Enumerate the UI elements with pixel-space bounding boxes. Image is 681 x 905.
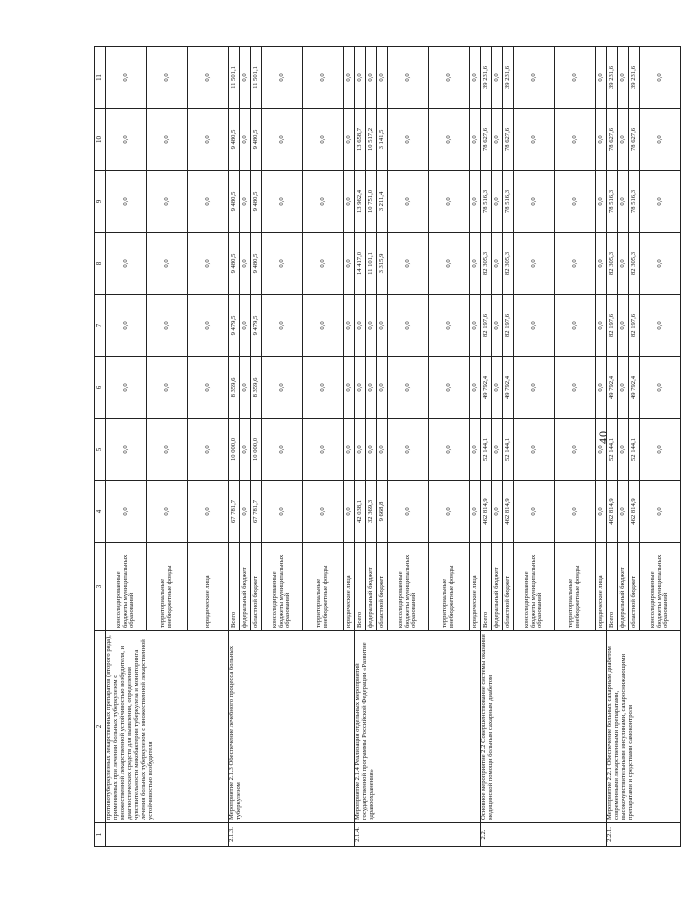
table-row bbox=[106, 47, 147, 847]
amount-cell: 78 516,3 bbox=[607, 171, 618, 233]
amount-cell: 0,0 bbox=[344, 109, 355, 171]
row-code: 2.1.3. bbox=[229, 823, 355, 847]
amount-cell: 0,0 bbox=[555, 171, 596, 233]
amount-cell: 0,0 bbox=[514, 357, 555, 419]
amount-cell: 0,0 bbox=[303, 419, 344, 481]
amount-cell: 39 231,6 bbox=[607, 47, 618, 109]
column-number-5: 5 bbox=[95, 419, 106, 481]
column-number-3: 3 bbox=[95, 543, 106, 631]
amount-cell: 0,0 bbox=[240, 47, 251, 109]
amount-cell: 49 792,4 bbox=[629, 357, 640, 419]
amount-cell: 0,0 bbox=[240, 295, 251, 357]
amount-cell: 0,0 bbox=[147, 109, 188, 171]
rotated-page bbox=[94, 47, 670, 847]
amount-cell: 9 480,5 bbox=[251, 171, 262, 233]
measure-name: Мероприятие 2.1.4 Реализация отдельных мероприятий государственной программы Российской Федерации «Развитие здравоохранения» bbox=[355, 631, 481, 823]
amount-cell: 82 305,3 bbox=[629, 233, 640, 295]
amount-cell: 52 144,1 bbox=[481, 419, 492, 481]
amount-cell: 52 144,1 bbox=[607, 419, 618, 481]
amount-cell: 0,0 bbox=[555, 357, 596, 419]
amount-cell: 0,0 bbox=[640, 47, 681, 109]
amount-cell: 0,0 bbox=[640, 109, 681, 171]
row-code: 2.2. bbox=[481, 823, 607, 847]
amount-cell: 0,0 bbox=[106, 357, 147, 419]
amount-cell: 0,0 bbox=[344, 419, 355, 481]
table-row bbox=[481, 47, 492, 847]
amount-cell: 0,0 bbox=[596, 233, 607, 295]
amount-cell: 0,0 bbox=[618, 419, 629, 481]
amount-cell: 0,0 bbox=[388, 47, 429, 109]
amount-cell: 42 038,1 bbox=[355, 481, 366, 543]
amount-cell: 0,0 bbox=[303, 357, 344, 419]
amount-cell: 0,0 bbox=[262, 295, 303, 357]
amount-cell: 462 814,9 bbox=[629, 481, 640, 543]
amount-cell: 9 480,5 bbox=[251, 233, 262, 295]
amount-cell: 78 627,6 bbox=[481, 109, 492, 171]
measure-name: Мероприятие 2.1.3 Обеспечение лечебного процесса больных туберкулезом bbox=[229, 631, 355, 823]
amount-cell: 0,0 bbox=[262, 171, 303, 233]
budget-table bbox=[94, 46, 681, 847]
amount-cell: 82 197,6 bbox=[629, 295, 640, 357]
amount-cell: 0,0 bbox=[344, 481, 355, 543]
amount-cell: 0,0 bbox=[188, 233, 229, 295]
amount-cell: 0,0 bbox=[470, 171, 481, 233]
amount-cell: 0,0 bbox=[188, 295, 229, 357]
amount-cell: 0,0 bbox=[596, 109, 607, 171]
amount-cell: 0,0 bbox=[147, 481, 188, 543]
funding-source: областной бюджет bbox=[377, 543, 388, 631]
amount-cell: 0,0 bbox=[303, 481, 344, 543]
amount-cell: 32 369,3 bbox=[366, 481, 377, 543]
amount-cell: 0,0 bbox=[429, 295, 470, 357]
amount-cell: 0,0 bbox=[388, 109, 429, 171]
amount-cell: 0,0 bbox=[618, 109, 629, 171]
table-row bbox=[355, 47, 366, 847]
funding-source: консолидированные бюджеты муниципальных образований bbox=[388, 543, 429, 631]
amount-cell: 0,0 bbox=[303, 171, 344, 233]
amount-cell: 0,0 bbox=[106, 233, 147, 295]
amount-cell: 39 231,6 bbox=[629, 47, 640, 109]
amount-cell: 0,0 bbox=[470, 109, 481, 171]
amount-cell: 49 792,4 bbox=[503, 357, 514, 419]
amount-cell: 82 197,6 bbox=[503, 295, 514, 357]
amount-cell: 11 501,1 bbox=[251, 47, 262, 109]
amount-cell: 0,0 bbox=[514, 47, 555, 109]
row-code: 2.1.4. bbox=[355, 823, 481, 847]
amount-cell: 49 792,4 bbox=[481, 357, 492, 419]
amount-cell: 0,0 bbox=[640, 481, 681, 543]
amount-cell: 9 480,5 bbox=[229, 109, 240, 171]
amount-cell: 0,0 bbox=[640, 171, 681, 233]
amount-cell: 0,0 bbox=[555, 295, 596, 357]
amount-cell: 10 000,0 bbox=[251, 419, 262, 481]
amount-cell: 0,0 bbox=[388, 419, 429, 481]
amount-cell: 52 144,1 bbox=[503, 419, 514, 481]
amount-cell: 82 305,3 bbox=[607, 233, 618, 295]
row-code: 2.2.1. bbox=[607, 823, 681, 847]
column-number-10: 10 bbox=[95, 109, 106, 171]
amount-cell: 462 814,9 bbox=[607, 481, 618, 543]
amount-cell: 0,0 bbox=[355, 419, 366, 481]
amount-cell: 0,0 bbox=[106, 295, 147, 357]
amount-cell: 0,0 bbox=[429, 47, 470, 109]
amount-cell: 78 627,6 bbox=[607, 109, 618, 171]
funding-source: юридические лица bbox=[596, 543, 607, 631]
amount-cell: 82 305,3 bbox=[481, 233, 492, 295]
funding-source: федеральный бюджет bbox=[366, 543, 377, 631]
amount-cell: 0,0 bbox=[596, 171, 607, 233]
amount-cell: 49 792,4 bbox=[607, 357, 618, 419]
amount-cell: 39 231,6 bbox=[481, 47, 492, 109]
amount-cell: 0,0 bbox=[388, 357, 429, 419]
amount-cell: 0,0 bbox=[618, 357, 629, 419]
amount-cell: 78 516,3 bbox=[503, 171, 514, 233]
funding-source: Всего bbox=[355, 543, 366, 631]
amount-cell: 0,0 bbox=[366, 47, 377, 109]
amount-cell: 0,0 bbox=[618, 47, 629, 109]
amount-cell: 10 751,0 bbox=[366, 171, 377, 233]
amount-cell: 0,0 bbox=[240, 481, 251, 543]
amount-cell: 0,0 bbox=[366, 419, 377, 481]
amount-cell: 0,0 bbox=[514, 109, 555, 171]
amount-cell: 0,0 bbox=[366, 357, 377, 419]
amount-cell: 0,0 bbox=[188, 171, 229, 233]
amount-cell: 78 627,6 bbox=[503, 109, 514, 171]
amount-cell: 0,0 bbox=[106, 419, 147, 481]
funding-source: юридические лица bbox=[344, 543, 355, 631]
amount-cell: 13 658,7 bbox=[355, 109, 366, 171]
funding-source: консолидированные бюджеты муниципальных образований bbox=[640, 543, 681, 631]
amount-cell: 0,0 bbox=[596, 481, 607, 543]
amount-cell: 0,0 bbox=[596, 357, 607, 419]
amount-cell: 8 359,6 bbox=[251, 357, 262, 419]
amount-cell: 0,0 bbox=[147, 419, 188, 481]
amount-cell: 0,0 bbox=[344, 357, 355, 419]
amount-cell: 0,0 bbox=[106, 171, 147, 233]
amount-cell: 0,0 bbox=[470, 419, 481, 481]
amount-cell: 0,0 bbox=[470, 481, 481, 543]
amount-cell: 0,0 bbox=[188, 357, 229, 419]
column-number-9: 9 bbox=[95, 171, 106, 233]
amount-cell: 9 479,5 bbox=[251, 295, 262, 357]
amount-cell: 0,0 bbox=[555, 419, 596, 481]
funding-source: областной бюджет bbox=[503, 543, 514, 631]
column-number-7: 7 bbox=[95, 295, 106, 357]
funding-source: территориальные внебюджетные фонды bbox=[555, 543, 596, 631]
amount-cell: 9 480,5 bbox=[251, 109, 262, 171]
amount-cell: 0,0 bbox=[262, 357, 303, 419]
amount-cell: 0,0 bbox=[492, 481, 503, 543]
funding-source: федеральный бюджет bbox=[240, 543, 251, 631]
measure-name: Основное мероприятие 2.2 Совершенствование системы оказания медицинской помощи больным сахарным диабетом bbox=[481, 631, 607, 823]
amount-cell: 0,0 bbox=[377, 295, 388, 357]
amount-cell: 0,0 bbox=[618, 481, 629, 543]
amount-cell: 0,0 bbox=[618, 233, 629, 295]
amount-cell: 0,0 bbox=[303, 295, 344, 357]
amount-cell: 0,0 bbox=[492, 233, 503, 295]
amount-cell: 0,0 bbox=[262, 481, 303, 543]
funding-source: федеральный бюджет bbox=[492, 543, 503, 631]
amount-cell: 0,0 bbox=[344, 47, 355, 109]
amount-cell: 0,0 bbox=[470, 357, 481, 419]
amount-cell: 0,0 bbox=[640, 295, 681, 357]
amount-cell: 0,0 bbox=[492, 109, 503, 171]
amount-cell: 0,0 bbox=[262, 233, 303, 295]
funding-source: областной бюджет bbox=[251, 543, 262, 631]
amount-cell: 13 962,4 bbox=[355, 171, 366, 233]
header-row bbox=[95, 47, 106, 847]
amount-cell: 0,0 bbox=[596, 295, 607, 357]
table-body bbox=[95, 47, 681, 847]
amount-cell: 0,0 bbox=[429, 171, 470, 233]
amount-cell: 0,0 bbox=[240, 357, 251, 419]
amount-cell: 462 814,9 bbox=[503, 481, 514, 543]
amount-cell: 0,0 bbox=[262, 109, 303, 171]
amount-cell: 0,0 bbox=[355, 357, 366, 419]
amount-cell: 0,0 bbox=[344, 295, 355, 357]
amount-cell: 0,0 bbox=[188, 419, 229, 481]
amount-cell: 0,0 bbox=[470, 295, 481, 357]
amount-cell: 0,0 bbox=[188, 481, 229, 543]
funding-source: Всего bbox=[481, 543, 492, 631]
amount-cell: 10 517,2 bbox=[366, 109, 377, 171]
amount-cell: 0,0 bbox=[377, 47, 388, 109]
amount-cell: 67 781,7 bbox=[251, 481, 262, 543]
funding-source: территориальные внебюджетные фонды bbox=[303, 543, 344, 631]
amount-cell: 0,0 bbox=[492, 171, 503, 233]
amount-cell: 0,0 bbox=[618, 171, 629, 233]
amount-cell: 0,0 bbox=[555, 109, 596, 171]
column-number-11: 11 bbox=[95, 47, 106, 109]
amount-cell: 0,0 bbox=[240, 233, 251, 295]
amount-cell: 0,0 bbox=[429, 233, 470, 295]
amount-cell: 0,0 bbox=[470, 47, 481, 109]
amount-cell: 0,0 bbox=[303, 109, 344, 171]
amount-cell: 0,0 bbox=[147, 47, 188, 109]
amount-cell: 0,0 bbox=[388, 295, 429, 357]
amount-cell: 0,0 bbox=[366, 295, 377, 357]
amount-cell: 0,0 bbox=[514, 233, 555, 295]
amount-cell: 0,0 bbox=[514, 171, 555, 233]
amount-cell: 0,0 bbox=[262, 419, 303, 481]
amount-cell: 462 814,9 bbox=[481, 481, 492, 543]
amount-cell: 0,0 bbox=[240, 171, 251, 233]
amount-cell: 3 315,9 bbox=[377, 233, 388, 295]
amount-cell: 0,0 bbox=[262, 47, 303, 109]
amount-cell: 78 516,3 bbox=[629, 171, 640, 233]
amount-cell: 10 000,0 bbox=[229, 419, 240, 481]
funding-source: юридические лица bbox=[470, 543, 481, 631]
amount-cell: 78 516,3 bbox=[481, 171, 492, 233]
amount-cell: 0,0 bbox=[514, 419, 555, 481]
amount-cell: 0,0 bbox=[344, 171, 355, 233]
amount-cell: 0,0 bbox=[344, 233, 355, 295]
amount-cell: 0,0 bbox=[355, 47, 366, 109]
amount-cell: 0,0 bbox=[492, 419, 503, 481]
funding-source: территориальные внебюджетные фонды bbox=[429, 543, 470, 631]
amount-cell: 82 197,6 bbox=[481, 295, 492, 357]
amount-cell: 11 501,1 bbox=[229, 47, 240, 109]
amount-cell: 0,0 bbox=[106, 47, 147, 109]
amount-cell: 0,0 bbox=[240, 109, 251, 171]
amount-cell: 0,0 bbox=[429, 481, 470, 543]
amount-cell: 0,0 bbox=[555, 481, 596, 543]
amount-cell: 0,0 bbox=[188, 47, 229, 109]
column-number-8: 8 bbox=[95, 233, 106, 295]
amount-cell: 0,0 bbox=[147, 171, 188, 233]
amount-cell: 0,0 bbox=[596, 47, 607, 109]
amount-cell: 0,0 bbox=[388, 171, 429, 233]
amount-cell: 0,0 bbox=[147, 233, 188, 295]
amount-cell: 9 668,8 bbox=[377, 481, 388, 543]
amount-cell: 0,0 bbox=[555, 233, 596, 295]
amount-cell: 0,0 bbox=[470, 233, 481, 295]
funding-source: территориальные внебюджетные фонды bbox=[147, 543, 188, 631]
funding-source: Всего bbox=[229, 543, 240, 631]
funding-source: федеральный бюджет bbox=[618, 543, 629, 631]
amount-cell: 0,0 bbox=[188, 109, 229, 171]
amount-cell: 0,0 bbox=[618, 295, 629, 357]
amount-cell: 82 197,6 bbox=[607, 295, 618, 357]
amount-cell: 0,0 bbox=[514, 481, 555, 543]
amount-cell: 0,0 bbox=[303, 233, 344, 295]
amount-cell: 0,0 bbox=[492, 357, 503, 419]
amount-cell: 0,0 bbox=[388, 233, 429, 295]
amount-cell: 9 480,5 bbox=[229, 171, 240, 233]
amount-cell: 39 231,6 bbox=[503, 47, 514, 109]
amount-cell: 9 479,5 bbox=[229, 295, 240, 357]
funding-source: юридические лица bbox=[188, 543, 229, 631]
amount-cell: 0,0 bbox=[429, 109, 470, 171]
amount-cell: 0,0 bbox=[240, 419, 251, 481]
amount-cell: 0,0 bbox=[514, 295, 555, 357]
amount-cell: 82 305,3 bbox=[503, 233, 514, 295]
table-row bbox=[229, 47, 240, 847]
amount-cell: 78 627,6 bbox=[629, 109, 640, 171]
amount-cell: 0,0 bbox=[303, 47, 344, 109]
measure-name: противотуберкулезных лекарственных препаратов (второго ряда), применяемых при лечении больных туберкулезом с множественной лекарственной устойчивостью возбудителя, и диагностических средств для выявления, определения чувствительности микобактерии туберкулеза и мониторинга лечения больных туберкулезом с множественной лекарственной устойчивостью возбудителя bbox=[106, 631, 229, 823]
amount-cell: 0,0 bbox=[429, 419, 470, 481]
amount-cell: 14 417,0 bbox=[355, 233, 366, 295]
column-number-1: 1 bbox=[95, 823, 106, 847]
amount-cell: 0,0 bbox=[429, 357, 470, 419]
amount-cell: 67 781,7 bbox=[229, 481, 240, 543]
row-code bbox=[106, 823, 229, 847]
amount-cell: 3 211,4 bbox=[377, 171, 388, 233]
amount-cell: 0,0 bbox=[355, 295, 366, 357]
amount-cell: 0,0 bbox=[377, 357, 388, 419]
amount-cell: 0,0 bbox=[388, 481, 429, 543]
funding-source: областной бюджет bbox=[629, 543, 640, 631]
funding-source: консолидированные бюджеты муниципальных образований bbox=[514, 543, 555, 631]
page-number: 40 bbox=[596, 430, 610, 444]
funding-source: консолидированные бюджеты муниципальных образований bbox=[106, 543, 147, 631]
amount-cell: 0,0 bbox=[492, 295, 503, 357]
amount-cell: 3 141,5 bbox=[377, 109, 388, 171]
amount-cell: 11 101,1 bbox=[366, 233, 377, 295]
amount-cell: 8 359,6 bbox=[229, 357, 240, 419]
amount-cell: 52 144,1 bbox=[629, 419, 640, 481]
amount-cell: 0,0 bbox=[640, 419, 681, 481]
column-number-6: 6 bbox=[95, 357, 106, 419]
amount-cell: 0,0 bbox=[377, 419, 388, 481]
table-row bbox=[607, 47, 618, 847]
amount-cell: 0,0 bbox=[106, 109, 147, 171]
amount-cell: 0,0 bbox=[555, 47, 596, 109]
amount-cell: 0,0 bbox=[640, 233, 681, 295]
amount-cell: 0,0 bbox=[147, 357, 188, 419]
amount-cell: 0,0 bbox=[492, 47, 503, 109]
funding-source: консолидированные бюджеты муниципальных образований bbox=[262, 543, 303, 631]
amount-cell: 0,0 bbox=[596, 419, 607, 481]
amount-cell: 0,0 bbox=[640, 357, 681, 419]
amount-cell: 9 480,5 bbox=[229, 233, 240, 295]
funding-source: Всего bbox=[607, 543, 618, 631]
measure-name: Мероприятие 2.2.1 Обеспечение больных сахарным диабетом современными лекарственными препаратами, высокочувствительными инсулинами, сахароснижающими препаратами и средствами самоконтроля bbox=[607, 631, 681, 823]
column-number-2: 2 bbox=[95, 631, 106, 823]
column-number-4: 4 bbox=[95, 481, 106, 543]
amount-cell: 0,0 bbox=[147, 295, 188, 357]
amount-cell: 0,0 bbox=[106, 481, 147, 543]
